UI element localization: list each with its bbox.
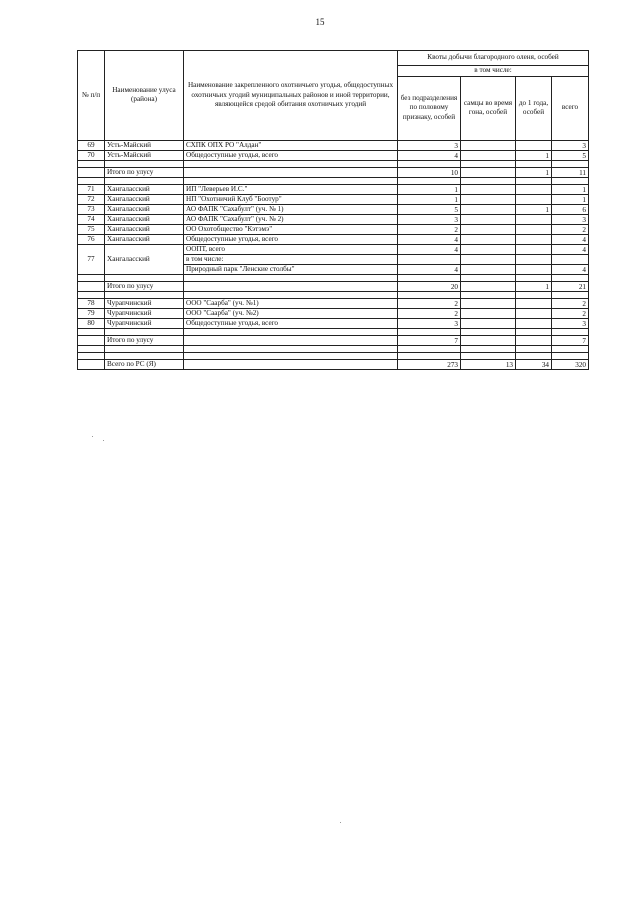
quota-total: 2 [552, 308, 589, 318]
quota-males-rut [461, 298, 516, 308]
empty-cell [184, 177, 398, 184]
empty-cell [78, 345, 105, 352]
quota-total: 5 [552, 150, 589, 160]
empty-cell [516, 177, 552, 184]
empty-cell [78, 359, 105, 369]
territory-name: ООО "Саарба" (уч. №1) [184, 298, 398, 308]
empty-cell [398, 345, 461, 352]
blank-row [78, 160, 589, 167]
header-quota-title: Квоты добычи благородного оленя, особей [398, 51, 589, 66]
quota-no-division: 3 [398, 140, 461, 150]
territory-name: ООПТ, всего [184, 244, 398, 254]
blank-row [78, 328, 589, 335]
total-sum: 320 [552, 359, 589, 369]
ulus-name: Хангаласский [105, 204, 184, 214]
total-label [105, 167, 184, 177]
table-row [78, 150, 589, 160]
empty-cell [184, 359, 398, 369]
scan-speck [92, 436, 93, 437]
quota-total [552, 254, 589, 264]
row-number: 79 [78, 308, 105, 318]
quota-males-rut [461, 244, 516, 254]
territory-name: Общедоступные угодья, всего [184, 234, 398, 244]
total-no-division: 10 [398, 167, 461, 177]
territory-name: ИП "Леверьев И.С." [184, 184, 398, 194]
empty-cell [78, 352, 105, 359]
row-number: 71 [78, 184, 105, 194]
quota-males-rut [461, 140, 516, 150]
row-number: 69 [78, 140, 105, 150]
ulus-name: Хангаласский [105, 224, 184, 234]
blank-row [78, 352, 589, 359]
quota-total: 2 [552, 224, 589, 234]
empty-cell [184, 160, 398, 167]
total-under-year [516, 335, 552, 345]
territory-name: Общедоступные угодья, всего [184, 318, 398, 328]
ulus-name: Хангаласский [105, 194, 184, 204]
quota-under-year [516, 194, 552, 204]
territory-name: Общедоступные угодья, всего [184, 150, 398, 160]
empty-cell [184, 352, 398, 359]
empty-cell [184, 335, 398, 345]
total-sum: 21 [552, 281, 589, 291]
territory-name: НП "Охотничий Клуб "Боотур" [184, 194, 398, 204]
row-number: 74 [78, 214, 105, 224]
table-body [78, 140, 589, 369]
quota-males-rut [461, 308, 516, 318]
header-territory: Наименование закрепленного охотничьего угодья, общедоступных охотничьих угодий муниципальных районов и иной территории, являющейся средой обитания охотничьих угодий [184, 51, 398, 141]
quota-total: 3 [552, 214, 589, 224]
empty-cell [398, 274, 461, 281]
empty-cell [105, 160, 184, 167]
empty-cell [461, 177, 516, 184]
quota-males-rut [461, 204, 516, 214]
ulus-name: Чурапчинский [105, 308, 184, 318]
header-no-division: без подразделения по половому признаку, особей [398, 76, 461, 140]
quota-males-rut [461, 184, 516, 194]
header-under-year: до 1 года, особей [516, 76, 552, 140]
empty-cell [398, 177, 461, 184]
empty-cell [78, 291, 105, 298]
empty-cell [461, 160, 516, 167]
empty-cell [552, 328, 589, 335]
quota-males-rut [461, 224, 516, 234]
header-total: всего [552, 76, 589, 140]
table-row [78, 224, 589, 234]
ulus-name: Хангаласский [105, 234, 184, 244]
quota-total: 6 [552, 204, 589, 214]
quota-total: 1 [552, 184, 589, 194]
territory-name: ОО Охотобщество "Кэтэмэ" [184, 224, 398, 234]
empty-cell [105, 352, 184, 359]
quota-total: 3 [552, 318, 589, 328]
quota-under-year [516, 308, 552, 318]
empty-cell [552, 352, 589, 359]
quota-males-rut [461, 318, 516, 328]
empty-cell [105, 274, 184, 281]
header-males-rut: самцы во время гона, особей [461, 76, 516, 140]
total-no-division: 7 [398, 335, 461, 345]
quota-males-rut [461, 234, 516, 244]
header-including: в том числе: [398, 66, 589, 77]
ulus-name: Чурапчинский [105, 298, 184, 308]
quota-no-division [398, 254, 461, 264]
quota-no-division: 1 [398, 184, 461, 194]
empty-cell [552, 345, 589, 352]
empty-cell [552, 160, 589, 167]
total-label-text: Итого по улусу [107, 168, 154, 176]
empty-cell [78, 167, 105, 177]
quota-no-division: 5 [398, 204, 461, 214]
quota-under-year [516, 214, 552, 224]
empty-cell [516, 328, 552, 335]
empty-cell [461, 352, 516, 359]
quota-no-division: 1 [398, 194, 461, 204]
quota-total: 4 [552, 234, 589, 244]
quota-no-division: 2 [398, 298, 461, 308]
empty-cell [78, 160, 105, 167]
empty-cell [516, 274, 552, 281]
empty-cell [78, 177, 105, 184]
empty-cell [516, 345, 552, 352]
total-sum: 11 [552, 167, 589, 177]
empty-cell [105, 177, 184, 184]
empty-cell [105, 291, 184, 298]
quota-no-division: 2 [398, 224, 461, 234]
row-number: 77 [78, 244, 105, 274]
total-row [78, 167, 589, 177]
empty-cell [184, 281, 398, 291]
ulus-name: Усть-Майский [105, 140, 184, 150]
blank-row [78, 291, 589, 298]
ulus-name: Хангаласский [105, 244, 184, 274]
blank-row [78, 345, 589, 352]
empty-cell [398, 352, 461, 359]
quota-males-rut [461, 194, 516, 204]
empty-cell [184, 274, 398, 281]
row-number: 78 [78, 298, 105, 308]
empty-cell [78, 328, 105, 335]
page-number: 15 [315, 17, 325, 27]
row-number: 80 [78, 318, 105, 328]
total-males-rut [461, 335, 516, 345]
empty-cell [184, 328, 398, 335]
header-num: № п/п [78, 51, 105, 141]
quota-no-division: 2 [398, 308, 461, 318]
total-label-text: Всего по РС (Я) [107, 360, 156, 368]
table-row [78, 140, 589, 150]
row-number: 73 [78, 204, 105, 214]
empty-cell [552, 177, 589, 184]
row-number: 75 [78, 224, 105, 234]
quota-total: 2 [552, 298, 589, 308]
quota-under-year [516, 224, 552, 234]
empty-cell [552, 274, 589, 281]
empty-cell [461, 328, 516, 335]
quota-under-year [516, 264, 552, 274]
quota-under-year: 1 [516, 150, 552, 160]
total-label [105, 359, 184, 369]
quota-total: 4 [552, 244, 589, 254]
table-row [78, 234, 589, 244]
quota-males-rut [461, 254, 516, 264]
empty-cell [552, 291, 589, 298]
quota-under-year [516, 254, 552, 264]
empty-cell [105, 345, 184, 352]
table-row [78, 244, 589, 254]
quota-no-division: 3 [398, 214, 461, 224]
ulus-name: Хангаласский [105, 214, 184, 224]
quota-males-rut [461, 214, 516, 224]
ulus-name: Хангаласский [105, 184, 184, 194]
quota-males-rut [461, 264, 516, 274]
quota-no-division: 3 [398, 318, 461, 328]
total-label-text: Итого по улусу [107, 336, 154, 344]
quota-under-year [516, 234, 552, 244]
table-row [78, 194, 589, 204]
territory-name: СХПК ОПХ РО "Алдан" [184, 140, 398, 150]
empty-cell [516, 352, 552, 359]
empty-cell [105, 328, 184, 335]
table-row [78, 184, 589, 194]
empty-cell [398, 328, 461, 335]
ulus-name: Усть-Майский [105, 150, 184, 160]
quota-under-year [516, 244, 552, 254]
territory-name: АО ФАПК "Сахабулт" (уч. № 1) [184, 204, 398, 214]
row-number: 72 [78, 194, 105, 204]
scan-speck [103, 440, 104, 441]
quota-males-rut [461, 150, 516, 160]
ulus-name: Чурапчинский [105, 318, 184, 328]
quota-under-year [516, 140, 552, 150]
table-row [78, 214, 589, 224]
empty-cell [516, 160, 552, 167]
row-number: 76 [78, 234, 105, 244]
empty-cell [461, 291, 516, 298]
total-label-text: Итого по улусу [107, 282, 154, 290]
territory-name: АО ФАПК "Сахабулт" (уч. № 2) [184, 214, 398, 224]
scan-speck [340, 822, 341, 823]
territory-name: в том числе: [184, 254, 398, 264]
empty-cell [184, 291, 398, 298]
header-ulus: Наименование улуса (района) [105, 51, 184, 141]
total-row [78, 359, 589, 369]
quota-no-division: 4 [398, 150, 461, 160]
empty-cell [516, 291, 552, 298]
empty-cell [398, 291, 461, 298]
quota-under-year [516, 184, 552, 194]
total-males-rut: 13 [461, 359, 516, 369]
empty-cell [184, 167, 398, 177]
blank-row [78, 274, 589, 281]
quota-table [77, 50, 589, 370]
quota-total: 3 [552, 140, 589, 150]
table-row [78, 318, 589, 328]
table-row [78, 204, 589, 214]
total-row [78, 335, 589, 345]
empty-cell [184, 345, 398, 352]
total-no-division: 20 [398, 281, 461, 291]
total-under-year: 1 [516, 167, 552, 177]
empty-cell [78, 274, 105, 281]
total-label [105, 281, 184, 291]
quota-no-division: 4 [398, 244, 461, 254]
total-no-division: 273 [398, 359, 461, 369]
total-under-year: 34 [516, 359, 552, 369]
quota-no-division: 4 [398, 234, 461, 244]
empty-cell [398, 160, 461, 167]
quota-no-division: 4 [398, 264, 461, 274]
quota-under-year: 1 [516, 204, 552, 214]
total-males-rut [461, 281, 516, 291]
table-row [78, 308, 589, 318]
quota-total: 4 [552, 264, 589, 274]
total-row [78, 281, 589, 291]
empty-cell [461, 345, 516, 352]
territory-name: Природный парк "Ленские столбы" [184, 264, 398, 274]
table-row [78, 298, 589, 308]
empty-cell [78, 335, 105, 345]
quota-under-year [516, 298, 552, 308]
quota-under-year [516, 318, 552, 328]
total-label [105, 335, 184, 345]
blank-row [78, 177, 589, 184]
empty-cell [78, 281, 105, 291]
quota-total: 1 [552, 194, 589, 204]
total-sum: 7 [552, 335, 589, 345]
row-number: 70 [78, 150, 105, 160]
empty-cell [461, 274, 516, 281]
territory-name: ООО "Саарба" (уч. №2) [184, 308, 398, 318]
total-under-year: 1 [516, 281, 552, 291]
total-males-rut [461, 167, 516, 177]
